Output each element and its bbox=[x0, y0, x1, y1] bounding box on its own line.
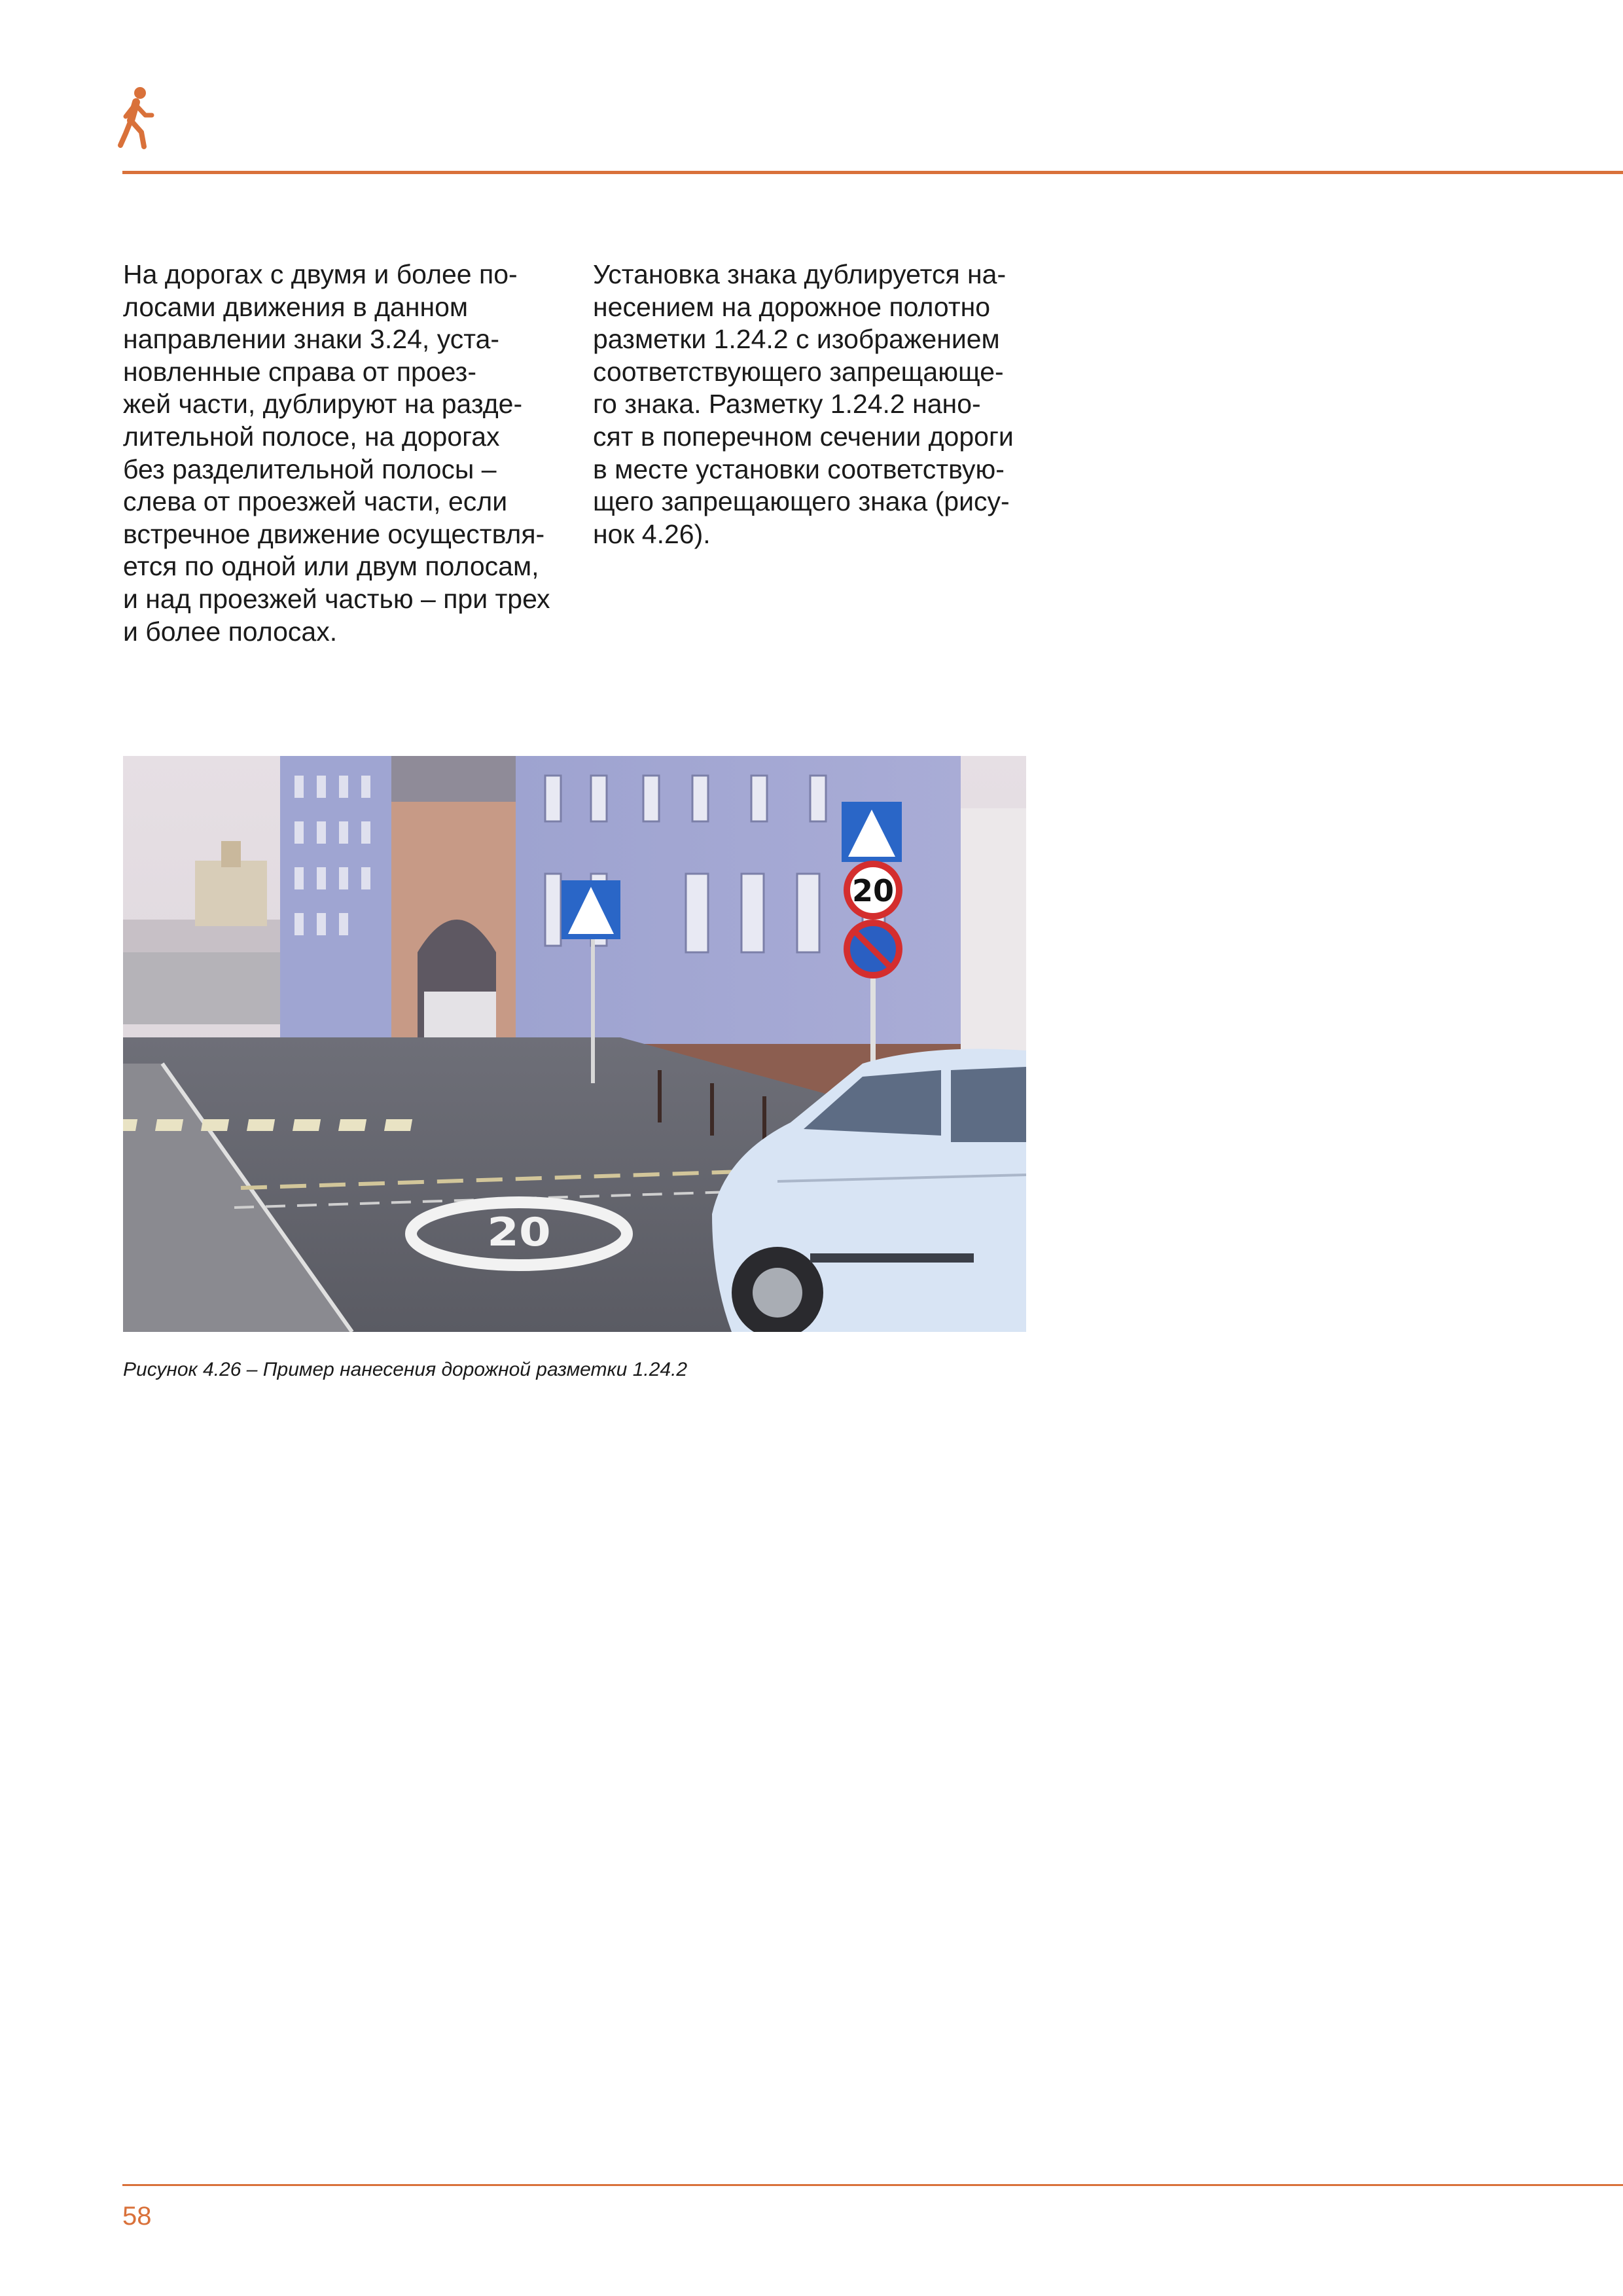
page-number: 58 bbox=[122, 2202, 152, 2231]
paragraph-left: На дорогах с двумя и более по- лосами движения в данном направлении знаки 3.24, уста- новленные справа от проез- жей части, дублируют на разде- лительной полосе, на дорогах без разделительной полосы – слева от проезжей части, если встречное движение осуществля- ется по одной или двум полосам, и над проезжей частью – при трех и более полосах. bbox=[123, 259, 550, 647]
text-column-right bbox=[593, 259, 1026, 550]
figure-caption: Рисунок 4.26 – Пример нанесения дорожной разметки 1.24.2 bbox=[123, 1359, 688, 1380]
speed-limit-sign-number: 20 bbox=[851, 873, 895, 908]
header-rule bbox=[122, 171, 1623, 174]
pedestrian-icon bbox=[116, 86, 157, 149]
street-photo bbox=[123, 756, 1026, 1332]
text-column-left bbox=[123, 259, 556, 648]
paragraph-right: Установка знака дублируется на- несением на дорожное полотно разметки 1.24.2 с изображением соответствующего запрещающе- го знака. Разметку 1.24.2 нано- сят в поперечном сечении дороги в месте установки соответствую- щего запрещающего знака (рису- нок 4.26). bbox=[593, 259, 1014, 549]
footer-rule bbox=[122, 2184, 1623, 2186]
road-marking-number: 20 bbox=[487, 1210, 551, 1255]
